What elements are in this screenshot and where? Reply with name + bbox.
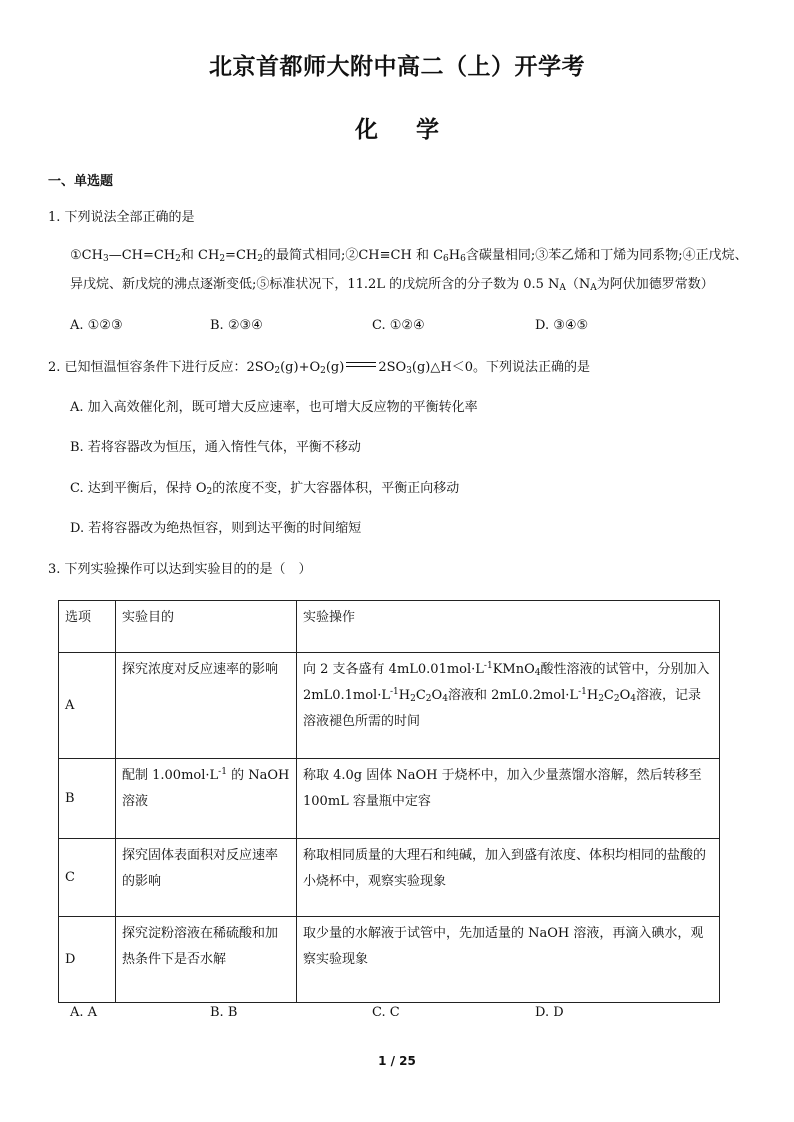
page-number: 1 / 25	[378, 1054, 416, 1068]
row-d-goal: 探究淀粉溶液在稀硫酸和加热条件下是否水解	[116, 917, 297, 1003]
equilibrium-arrow-icon	[344, 360, 378, 370]
row-b-option: B	[59, 759, 116, 839]
header-goal: 实验目的	[116, 601, 297, 653]
question-3-option-d: D. D	[535, 1005, 564, 1020]
section-heading: 一、单选题	[48, 174, 114, 189]
row-a-goal: 探究浓度对反应速率的影响	[116, 653, 297, 759]
question-2-option-d: D. 若将容器改为绝热恒容，则到达平衡的时间缩短	[70, 521, 362, 536]
question-3-option-a: A. A	[70, 1005, 98, 1020]
row-b-operation: 称取 4.0g 固体 NaOH 于烧杯中，加入少量蒸馏水溶解，然后转移至 100mL 容量瓶中定容	[297, 759, 720, 839]
question-2-option-b: B. 若将容器改为恒压，通入惰性气体，平衡不移动	[70, 440, 361, 455]
question-1-option-d: D. ③④⑤	[535, 318, 589, 333]
row-b-goal: 配制 $1.00mol\cdot L^{-1}$ 的 NaOH 溶液	[116, 759, 297, 839]
table-row	[59, 839, 720, 917]
question-3-stem: 3. 下列实验操作可以达到实验目的的是（ ）	[48, 562, 312, 577]
question-1-body-line1: $①CH_3—CH=CH_2$和 $CH_2=CH_2$的最简式相同;②CH≡CH 和 $C_6H_6$含碳量相同;③苯乙烯和丁烯为同系物;④正戊烷、	[70, 248, 748, 264]
row-d-operation: 取少量的水解液于试管中，先加适量的 NaOH 溶液，再滴入碘水，观察实验现象	[297, 917, 720, 1003]
question-2-option-a: A. 加入高效催化剂，既可增大反应速率，也可增大反应物的平衡转化率	[70, 400, 478, 415]
page-title: 北京首都师大附中高二（上）开学考	[209, 54, 585, 80]
question-1-option-c: C. ①②④	[372, 318, 425, 333]
question-1-option-a: A. ①②③	[70, 318, 123, 333]
header-option: 选项	[59, 601, 116, 653]
row-c-goal: 探究固体表面积对反应速率的影响	[116, 839, 297, 917]
row-d-option: D	[59, 917, 116, 1003]
table-row	[59, 917, 720, 1003]
row-a-option: A	[59, 653, 116, 759]
row-c-option: C	[59, 839, 116, 917]
row-c-operation: 称取相同质量的大理石和纯碱，加入到盛有浓度、体积均相同的盐酸的小烧杯中，观察实验现象	[297, 839, 720, 917]
subject-title: 化 学	[354, 117, 439, 143]
header-operation: 实验操作	[297, 601, 720, 653]
question-2-option-c: C. 达到平衡后，保持 $O_2$的浓度不变，扩大容器体积，平衡正向移动	[70, 481, 460, 497]
table-row	[59, 653, 720, 759]
table-header-row	[59, 601, 720, 653]
question-1-option-b: B. ②③④	[210, 318, 263, 333]
row-a-operation: 向 2 支各盛有 $4mL0.01mol\cdot L^{-1}KMnO_4$酸性溶液的试管中，分别加入 $2mL0.1mol\cdot L^{-1}H_2C_2O_4$溶液和 $2mL0.2mol\cdot L^{-1}H_2C_2O_4$溶液，记录溶液褪色所需的时间	[297, 653, 720, 759]
question-2-stem: 2. 已知恒温恒容条件下进行反应：$2SO_2(g)+O_2(g)$ $2SO_3(g)\triangle H<0$。下列说法正确的是	[48, 360, 590, 376]
question-3-option-c: C. C	[372, 1005, 400, 1020]
table-row	[59, 759, 720, 839]
question-3-option-b: B. B	[210, 1005, 238, 1020]
experiment-table	[58, 600, 720, 1003]
question-1-body-line2: 异戊烷、新戊烷的沸点逐渐变低;⑤标准状况下，11.2L 的戊烷所含的分子数为 0.5 $N_A(N_A$为阿伏加德罗常数）	[70, 277, 714, 293]
question-1-stem: 1. 下列说法全部正确的是	[48, 210, 195, 225]
